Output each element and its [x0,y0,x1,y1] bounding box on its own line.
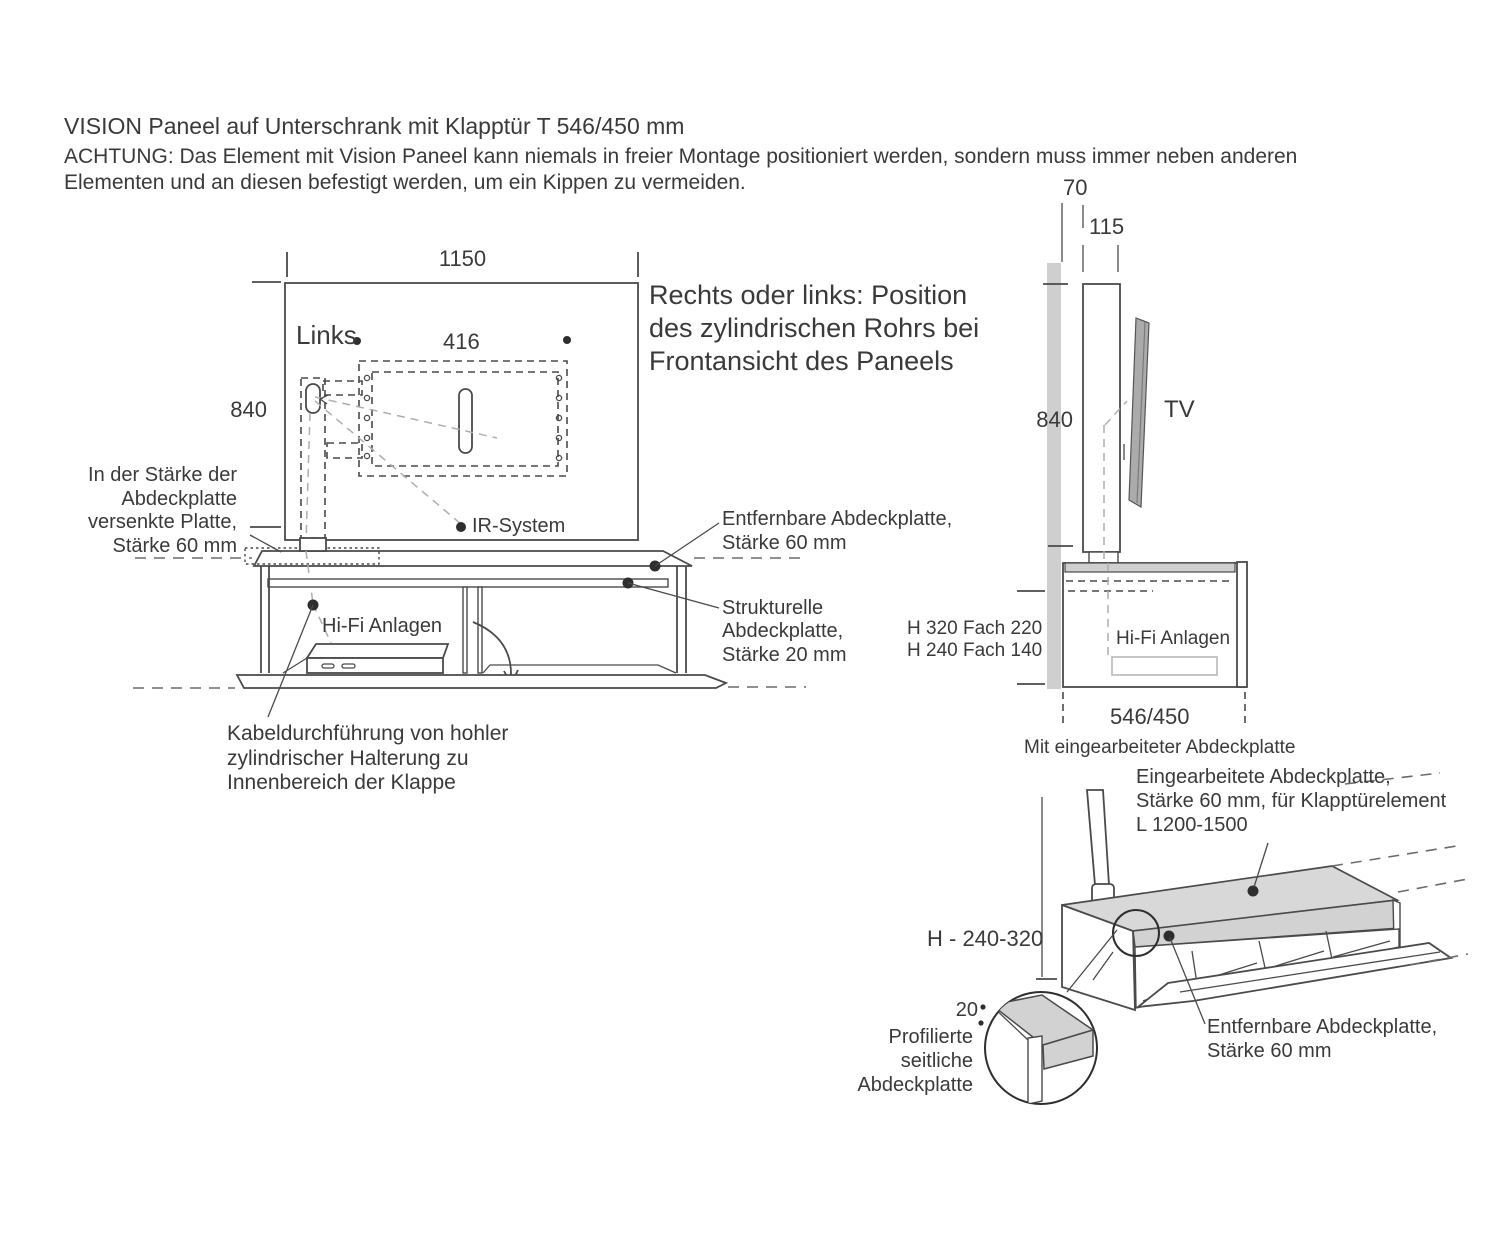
marker-dot-right [563,336,571,344]
dim-dot [980,1004,985,1009]
page-title: VISION Paneel auf Unterschrank mit Klapptür T 546/450 mm [64,113,685,139]
ir-system-label: IR-System [472,515,566,537]
cable-note-1: Kabeldurchführung von hohler [227,722,509,745]
leader-recessed [250,535,281,552]
profile-note-3: Abdeckplatte [857,1074,973,1096]
dim-1150: 1150 [438,246,487,271]
dim-70: 70 [1063,175,1088,200]
warning-line-2: Elementen und an diesen befestigt werden, um ein Kippen zu vermeiden. [64,171,746,194]
callout-dot-plate [1248,886,1259,897]
compartment-floor [483,665,676,673]
tube-slot [306,384,320,413]
removable-plate-3d-2: Stärke 60 mm [1207,1040,1332,1062]
removable-plate-note-1: Entfernbare Abdeckplatte, [722,508,953,530]
plate-note-2: Stärke 60 mm, für Klapptürelement [1136,790,1447,812]
panel-side-outline [1083,284,1120,552]
plate-note-3: L 1200-1500 [1136,814,1248,836]
dim-20: 20 [955,999,978,1021]
cabinet-top-plate-side [1065,563,1235,572]
position-note-line-2: des zylindrischen Rohrs bei [649,313,980,343]
tube-foot [300,538,326,551]
dim-h-240-320: H - 240-320 [927,926,1044,951]
removable-plate-note-2: Stärke 60 mm [722,532,847,554]
structural-plate-note-2: Abdeckplatte, [722,620,844,642]
recessed-plate-note-3: versenkte Platte, [88,511,237,533]
dim-dot [978,1020,983,1025]
callout-dot-removable-3d [1164,931,1175,942]
dim-546-450: 546/450 [1110,704,1190,729]
hifi-label-front: Hi-Fi Anlagen [322,615,443,637]
side-view-caption: Mit eingearbeiteter Abdeckplatte [1024,737,1296,758]
profile-note-2: seitliche [900,1050,973,1072]
structural-plate-note-3: Stärke 20 mm [722,644,847,666]
tube-pole [1087,790,1109,885]
divider [478,587,482,673]
wall-strip [1047,263,1061,689]
hifi-label-side: Hi-Fi Anlagen [1116,628,1231,649]
tv-label: TV [1164,396,1195,423]
flap-plate [237,675,726,688]
position-note-line-3: Frontansicht des Paneels [649,346,954,376]
center-slot [459,389,472,453]
recessed-plate-note-4: Stärke 60 mm [112,535,237,557]
removable-plate-3d-1: Entfernbare Abdeckplatte, [1207,1016,1438,1038]
structural-plate [268,579,668,587]
cable-note-3: Innenbereich der Klappe [227,771,456,794]
ir-dot [456,522,466,532]
position-note-line-1: Rechts oder links: Position [649,280,968,310]
dim-840-front: 840 [230,397,267,422]
divider [463,587,467,673]
profile-note-1: Profilierte [888,1026,973,1048]
shelf-height-2: H 240 Fach 140 [907,640,1043,661]
plate-note-1: Eingearbeitete Abdeckplatte, [1136,766,1391,788]
dim-115: 115 [1089,214,1125,239]
structural-plate-note-1: Strukturelle [722,597,824,619]
hifi-device-side [1112,657,1217,675]
warning-line-1: ACHTUNG: Das Element mit Vision Paneel kann niemals in freier Montage positioniert werden, sondern muss immer neben anderen [64,145,1298,168]
shelf-height-1: H 320 Fach 220 [907,618,1043,639]
door-side [1237,562,1247,687]
tv-screen [1129,318,1149,507]
cable-note-2: zylindrischer Halterung zu [227,747,469,770]
dim-840-side: 840 [1036,407,1073,432]
links-label: Links [296,320,357,350]
hifi-device [283,644,448,673]
recessed-plate-note-2: Abdeckplatte [121,488,237,510]
recessed-plate-note-1: In der Stärke der [88,464,237,486]
dim-416: 416 [443,329,480,354]
